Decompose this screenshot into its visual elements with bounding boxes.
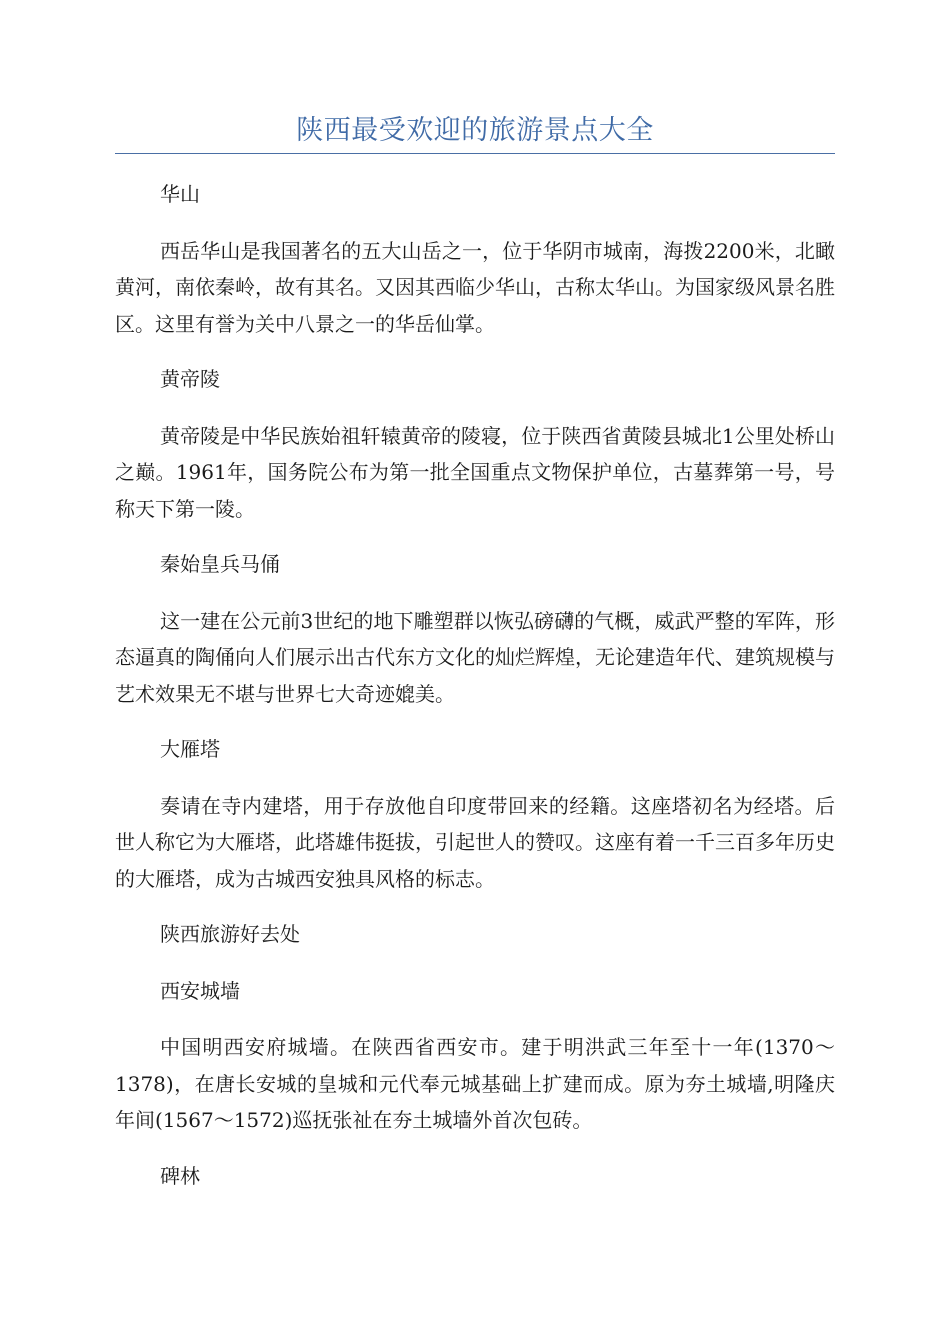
section-paragraph-huangdiling: 黄帝陵是中华民族始祖轩辕黄帝的陵寝，位于陕西省黄陵县城北1公里处桥山之巅。1961年，国务院公布为第一批全国重点文物保护单位，古墓葬第一号，号称天下第一陵。	[115, 423, 835, 521]
section-heading-city-wall: 西安城墙	[160, 978, 240, 1003]
section-heading-travel-spots: 陕西旅游好去处	[160, 922, 300, 946]
document-title: 陕西最受欢迎的旅游景点大全	[296, 115, 654, 146]
section-heading-terracotta: 秦始皇兵马俑	[160, 552, 280, 576]
title-underline	[115, 153, 835, 154]
section-heading-huangdiling: 黄帝陵	[160, 367, 220, 391]
section-paragraph-city-wall: 中国明西安府城墙。在陕西省西安市。建于明洪武三年至十一年(1370～1378)，在唐长安城的皇城和元代奉元城基础上扩建而成。原为夯土城墙,明隆庆年间(1567～1572)巡抚张祉在夯土城墙外首次包砖。	[115, 1035, 835, 1132]
section-paragraph-dayanta: 奏请在寺内建塔，用于存放他自印度带回来的经籍。这座塔初名为经塔。后世人称它为大雁塔，此塔雄伟挺拔，引起世人的赞叹。这座有着一千三百多年历史的大雁塔，成为古城西安独具风格的标志。	[115, 793, 835, 891]
section-heading-dayanta: 大雁塔	[160, 737, 220, 761]
section-paragraph-terracotta: 这一建在公元前3世纪的地下雕塑群以恢弘磅礴的气概，威武严整的军阵，形态逼真的陶俑向人们展示出古代东方文化的灿烂辉煌，无论建造年代、建筑规模与艺术效果无不堪与世界七大奇迹媲美。	[115, 608, 835, 706]
section-heading-beilin: 碑林	[160, 1163, 200, 1188]
section-paragraph-huashan: 西岳华山是我国著名的五大山岳之一，位于华阴市城南，海拨2200米，北瞰黄河，南依秦岭，故有其名。又因其西临少华山，古称太华山。为国家级风景名胜区。这里有誉为关中八景之一的华岳仙掌。	[115, 238, 835, 336]
section-heading-huashan: 华山	[160, 182, 200, 206]
document-body	[115, 176, 835, 1214]
